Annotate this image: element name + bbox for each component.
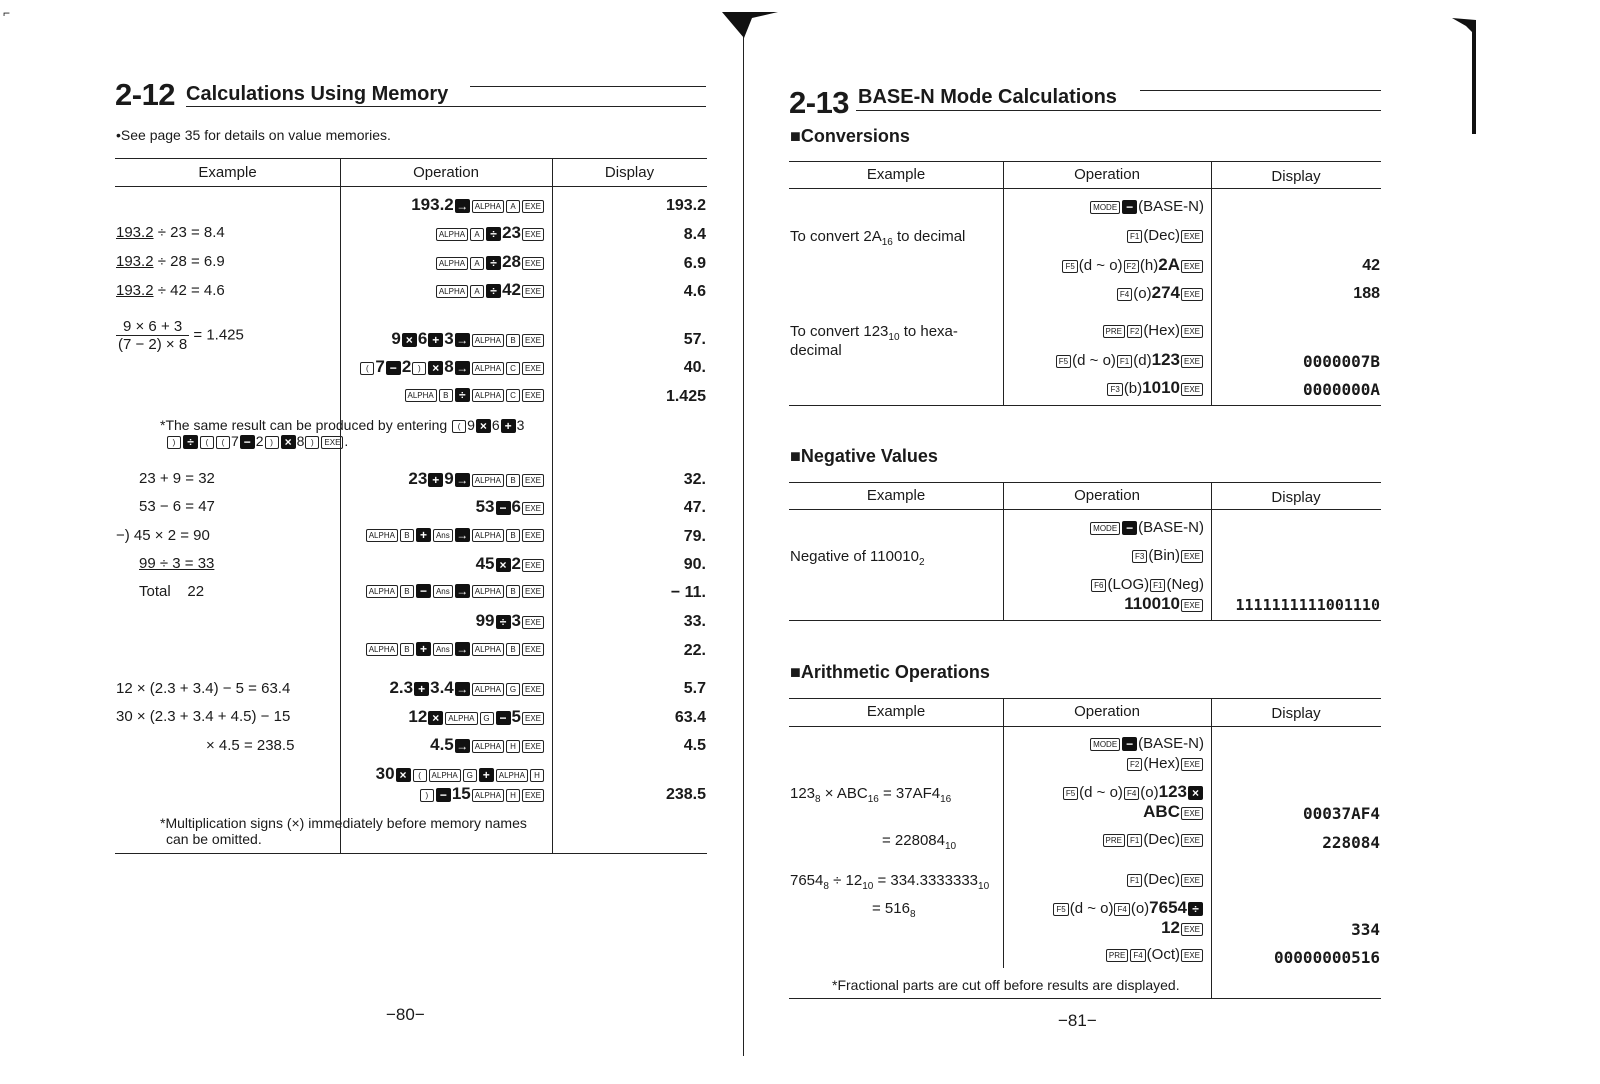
footnote-same-result: *The same result can be produced by entering ( 9 × 6 + 3 (160, 417, 525, 434)
arith-op-1: MODE − (BASE-N) (1008, 735, 1204, 752)
arith-header-example: Example (866, 703, 926, 720)
display-row-4: 4.6 (683, 283, 706, 300)
neg-header-operation: Operation (1074, 487, 1140, 504)
display-row-12: − 11. (670, 584, 706, 601)
operation-row-3: ALPHA A ÷ 28 EXE (345, 252, 545, 272)
operation-row-13: 99 ÷ 3 EXE (345, 611, 545, 631)
display-row-6: 40. (683, 359, 706, 376)
arith-op-9: PRE F4 (Oct) EXE (1008, 946, 1204, 963)
arith-footnote: *Fractional parts are cut off before results are displayed. (832, 977, 1180, 993)
conv-op-6: F5 (d ~ o) F1 (d)123 EXE (1008, 350, 1204, 370)
operation-row-12: ALPHA B − Ans → ALPHA B EXE (345, 582, 545, 599)
neg-header-display: Display (1271, 489, 1321, 506)
display-row-17: 4.5 (683, 737, 706, 754)
conv-header-example: Example (866, 166, 926, 183)
operation-row-4: ALPHA A ÷ 42 EXE (345, 280, 545, 300)
conv-op-4: F4 (o)274 EXE (1008, 283, 1204, 303)
display-row-15: 5.7 (683, 680, 706, 697)
conv-op-7: F3 (b)1010 EXE (1008, 378, 1204, 398)
example-row-10: −) 45 × 2 = 90 (116, 527, 210, 544)
operation-row-1: 193.2 → ALPHA A EXE (345, 195, 545, 215)
arithmetic-heading: ■Arithmetic Operations (790, 662, 990, 682)
arith-display-3: 334 (1351, 920, 1380, 939)
display-row-1: 193.2 (665, 197, 706, 214)
neg-op-3: F6 (LOG) F1 (Neg) (1008, 576, 1204, 593)
arith-op-3: F5 (d ~ o) F4 (o)123 × (1008, 782, 1204, 802)
arith-example-4: = $516_8$ (872, 900, 916, 920)
section-number: 2-12 (115, 77, 176, 112)
footnote-multiplication: *Multiplication signs (×) immediately before memory names (160, 815, 527, 831)
header-operation: Operation (413, 164, 479, 181)
display-row-7: 1.425 (665, 388, 706, 405)
conv-op-2: F1 (Dec) EXE (1008, 227, 1204, 244)
operation-row-15: 2.3 + 3.4 → ALPHA G EXE (345, 678, 545, 698)
section-title-right: BASE-N Mode Calculations (858, 86, 1117, 108)
display-row-2: 8.4 (683, 226, 706, 243)
example-row-12: Total 22 (139, 583, 205, 600)
right-page (760, 0, 1600, 1084)
example-row-2: 193.2 ÷ 23 = 8.4 (116, 224, 225, 241)
operation-row-16: 12 × ALPHA G − 5 EXE (345, 707, 545, 727)
footnote-multiplication-2: can be omitted. (166, 831, 262, 847)
conv-example-1: To convert $2A_{16}$ to decimal (790, 228, 966, 248)
example-row-17: × 4.5 = 238.5 (206, 737, 295, 754)
page-number-left: −80− (386, 1005, 425, 1024)
operation-row-10: ALPHA B + Ans → ALPHA B EXE (345, 526, 545, 543)
example-row-11: 99 ÷ 3 = 33 (139, 555, 215, 572)
display-row-18: 238.5 (665, 786, 706, 803)
operation-row-9: 53 − 6 EXE (345, 497, 545, 517)
conv-op-1: MODE − (BASE-N) (1008, 198, 1204, 215)
neg-example: Negative of $110010_2$ (790, 548, 925, 568)
arith-op-6: F1 (Dec) EXE (1008, 871, 1204, 888)
conv-display-2: 188 (1353, 285, 1380, 302)
operation-row-8: 23 + 9 → ALPHA B EXE (345, 469, 545, 489)
example-row-5: $\frac{9 \times 6 + 3}{(7 - 2) \times 8}$ = 1.425 (118, 318, 244, 353)
example-row-16: 30 × (2.3 + 3.4 + 4.5) − 15 (116, 708, 291, 725)
conv-header-display: Display (1271, 168, 1321, 185)
neg-op-2: F3 (Bin) EXE (1008, 547, 1204, 564)
section-number-right: 2-13 (789, 85, 850, 120)
display-row-8: 32. (683, 471, 706, 488)
page-number-right: −81− (1058, 1011, 1097, 1030)
display-row-16: 63.4 (674, 709, 706, 726)
example-row-3: 193.2 ÷ 28 = 6.9 (116, 253, 225, 270)
example-row-9: 53 − 6 = 47 (139, 498, 215, 515)
arith-op-7: F5 (d ~ o) F4 (o)7654 ÷ (1008, 898, 1204, 918)
header-example: Example (198, 164, 257, 181)
arith-example-2: = $228084_{10}$ (882, 832, 957, 852)
arith-display-4: 00000000516 (1274, 948, 1380, 967)
conv-header-operation: Operation (1074, 166, 1140, 183)
operation-row-6: ( 7 − 2 ) × 8 → ALPHA C EXE (345, 357, 545, 377)
left-page (0, 0, 760, 1084)
arith-op-4: ABC EXE (1008, 802, 1204, 822)
display-row-5: 57. (683, 331, 706, 348)
example-row-8: 23 + 9 = 32 (139, 470, 215, 487)
arith-op-5: PRE F1 (Dec) EXE (1008, 831, 1204, 848)
arith-display-2: 228084 (1322, 833, 1380, 852)
arith-op-8: 12 EXE (1008, 918, 1204, 938)
footnote-same-result-keys: ) ÷ ( ( 7 − 2 ) × 8 ) EXE . (166, 433, 348, 449)
edge-mark (1450, 14, 1490, 154)
book-spine (743, 28, 744, 1056)
corner-mark: ⌐ (3, 6, 11, 20)
display-row-3: 6.9 (683, 255, 706, 272)
display-row-11: 90. (683, 556, 706, 573)
conversions-heading: ■Conversions (790, 126, 910, 146)
conv-op-5: PRE F2 (Hex) EXE (1008, 322, 1204, 339)
neg-display: 1111111111001110 (1235, 596, 1380, 614)
operation-row-18b: ) − 15 ALPHA H EXE (345, 784, 545, 804)
conv-example-2: To convert $123_{10}$ to hexa- (790, 323, 958, 343)
arith-display-1: 00037AF4 (1302, 804, 1380, 823)
conv-example-2-line2: decimal (790, 342, 842, 359)
arith-header-operation: Operation (1074, 703, 1140, 720)
operation-row-2: ALPHA A ÷ 23 EXE (345, 223, 545, 243)
negative-heading: ■Negative Values (790, 446, 938, 466)
arith-header-display: Display (1271, 705, 1321, 722)
neg-op-1: MODE − (BASE-N) (1008, 519, 1204, 536)
arith-example-3: $7654_8 \div 12_{10} = 334.3333333_{10}$ (790, 872, 990, 892)
memory-note: •See page 35 for details on value memories. (116, 127, 391, 143)
operation-row-18a: 30 × ( ALPHA G + ALPHA H (345, 764, 545, 784)
arith-op-2: F2 (Hex) EXE (1008, 755, 1204, 772)
conv-op-3: F5 (d ~ o) F2 (h)2A EXE (1008, 255, 1204, 275)
neg-header-example: Example (866, 487, 926, 504)
operation-row-11: 45 × 2 EXE (345, 554, 545, 574)
operation-row-7: ALPHA B ÷ ALPHA C EXE (345, 386, 545, 403)
neg-op-4: 110010 EXE (1008, 594, 1204, 614)
operation-row-14: ALPHA B + Ans → ALPHA B EXE (345, 640, 545, 657)
arith-example-1: $123_8 \times ABC_{16} = 37AF4_{16}$ (790, 785, 952, 805)
example-row-4: 193.2 ÷ 42 = 4.6 (116, 282, 225, 299)
display-row-9: 47. (683, 499, 706, 516)
display-row-10: 79. (683, 528, 706, 545)
conv-display-1: 42 (1362, 257, 1380, 274)
operation-row-17: 4.5 → ALPHA H EXE (345, 735, 545, 755)
example-row-15: 12 × (2.3 + 3.4) − 5 = 63.4 (116, 680, 291, 697)
display-row-14: 22. (683, 642, 706, 659)
conv-display-3: 0000007B (1302, 352, 1380, 371)
conv-display-4: 0000000A (1302, 380, 1380, 399)
operation-row-5: 9 × 6 + 3 → ALPHA B EXE (345, 329, 545, 349)
display-row-13: 33. (683, 613, 706, 630)
header-display: Display (604, 164, 655, 181)
section-title: Calculations Using Memory (186, 83, 449, 105)
